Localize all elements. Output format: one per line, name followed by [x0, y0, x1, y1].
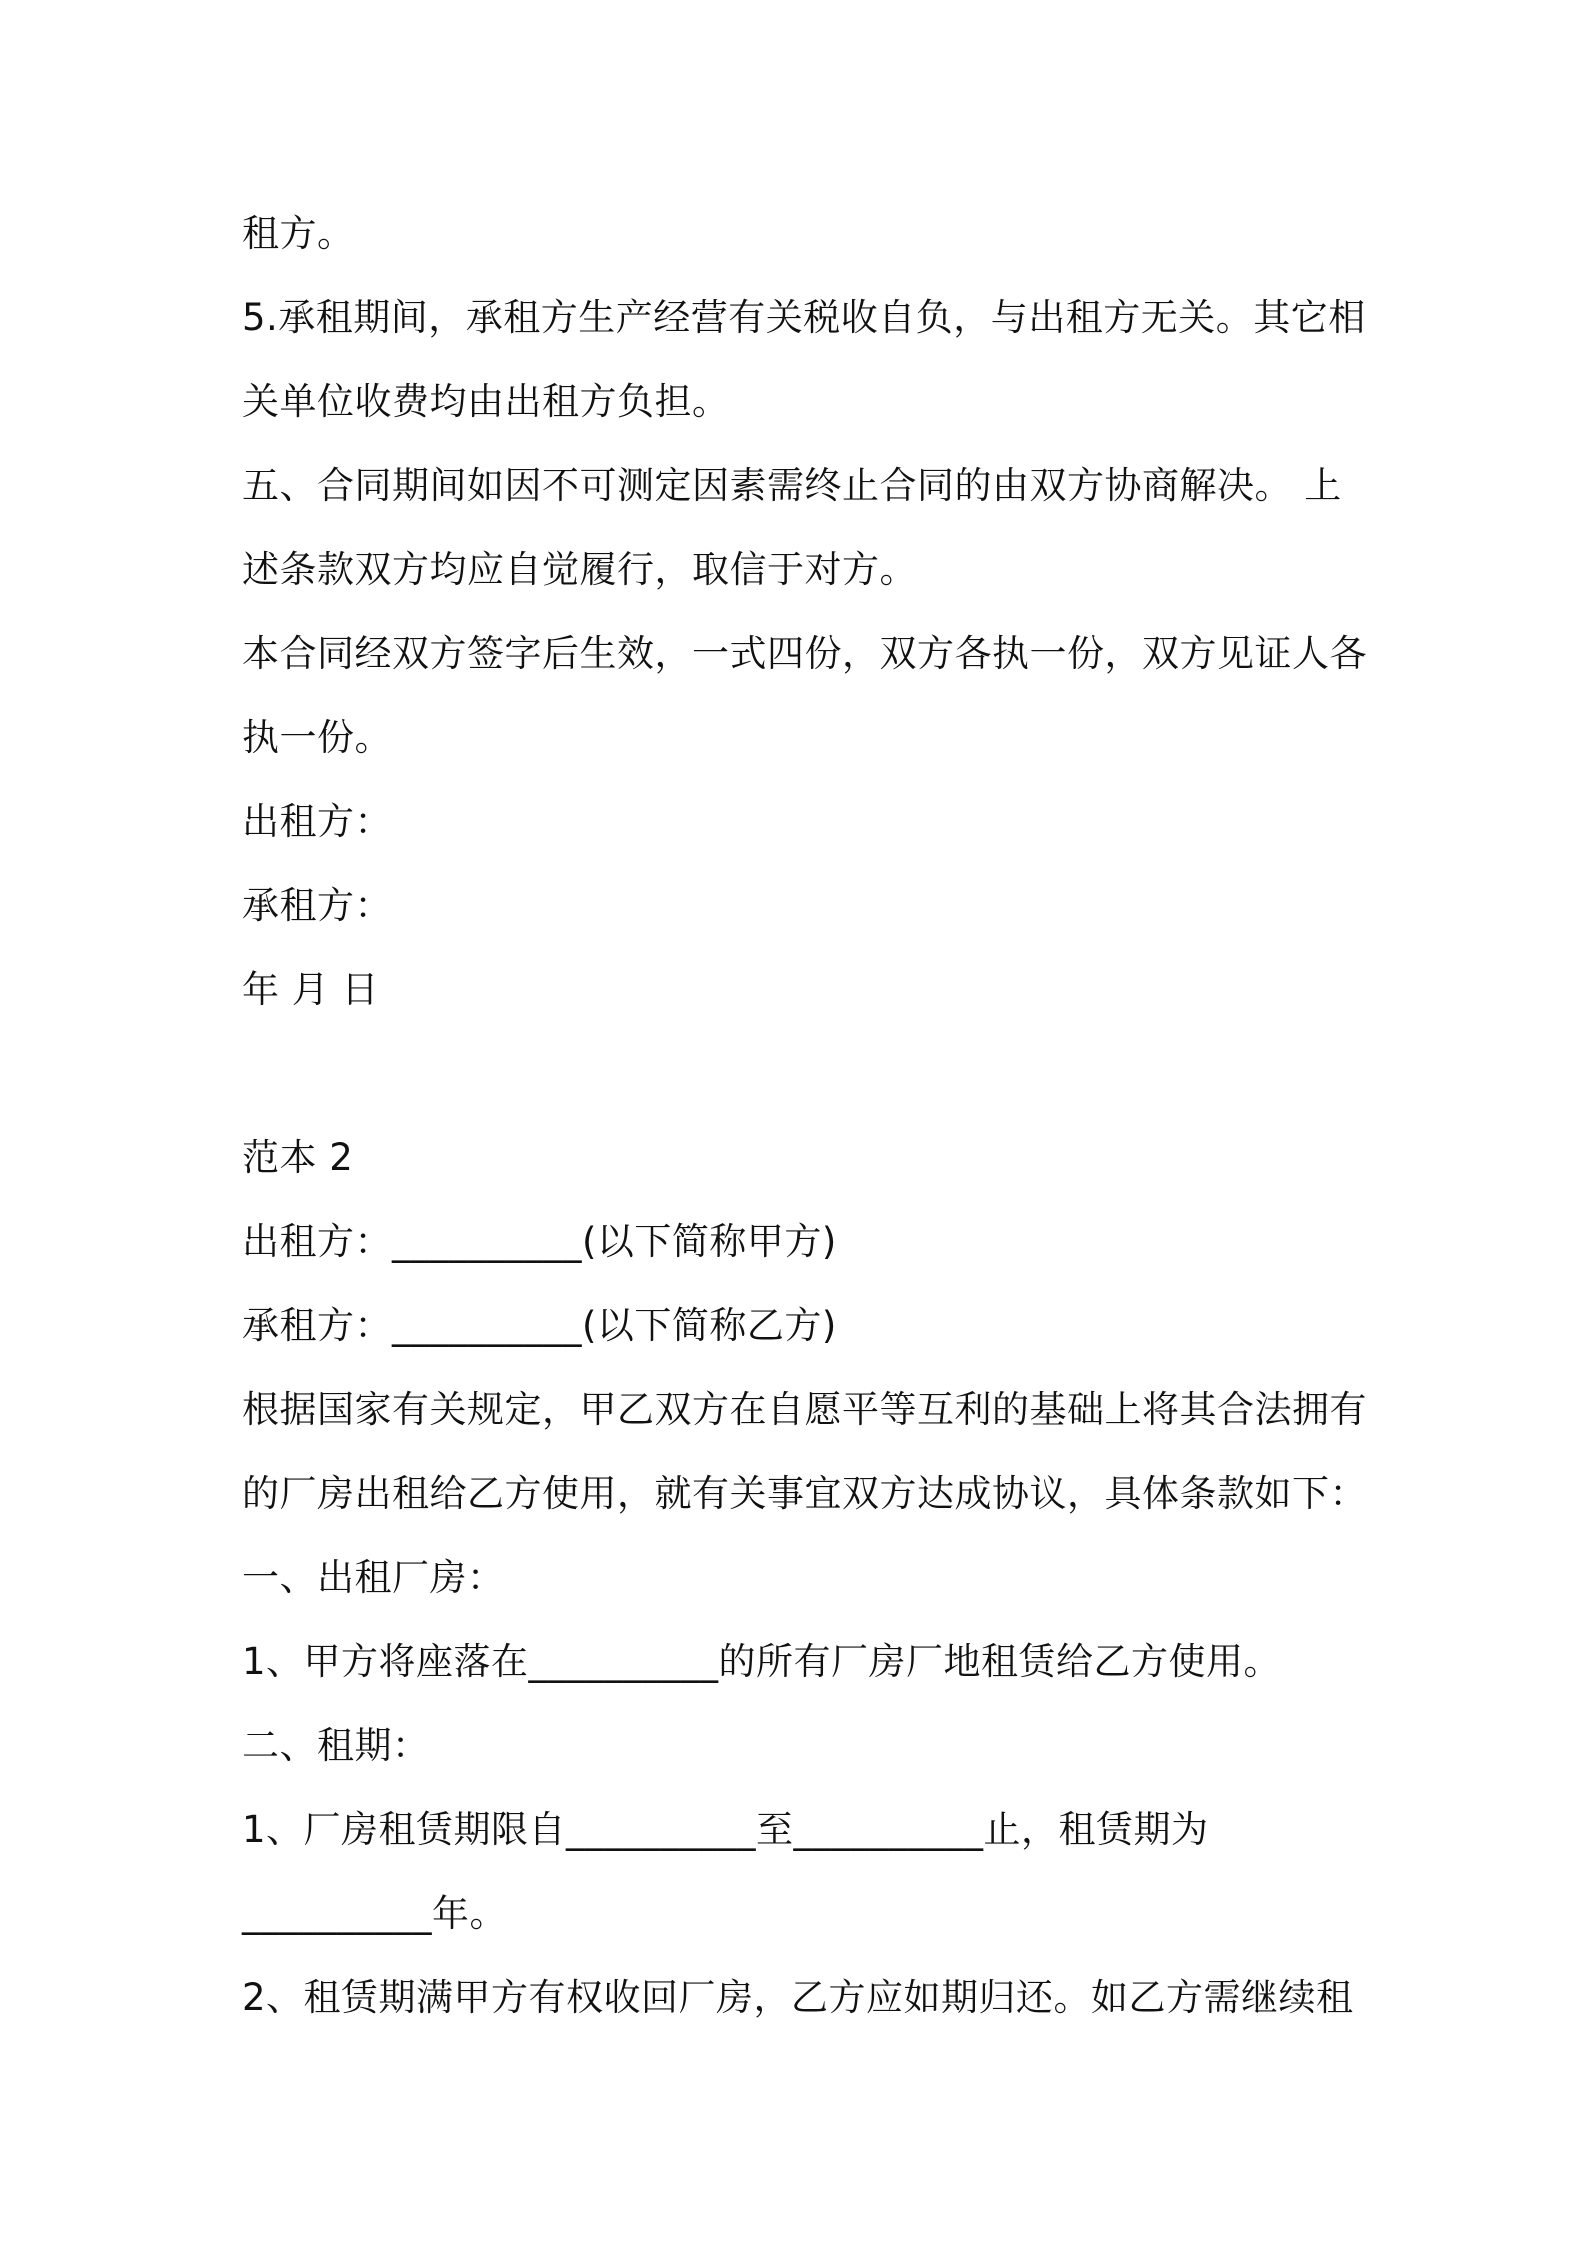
- text-line: 述条款双方均应自觉履行，取信于对方。: [242, 548, 917, 591]
- text-line: 承租方：__________(以下简称乙方): [242, 1304, 837, 1347]
- text-line: 根据国家有关规定，甲乙双方在自愿平等互利的基础上将其合法拥有: [242, 1388, 1367, 1431]
- text-line: 2、租赁期满甲方有权收回厂房，乙方应如期归还。如乙方需继续租: [242, 1976, 1354, 2019]
- text-line: 关单位收费均由出租方负担。: [242, 380, 730, 423]
- date-line: 年 月 日: [242, 968, 380, 1011]
- text-line: 本合同经双方签字后生效，一式四份，双方各执一份，双方见证人各: [242, 632, 1367, 675]
- text-line: 二、租期：: [242, 1724, 430, 1767]
- lessor-signature-label: 出租方：: [242, 800, 392, 843]
- text-line: 5.承租期间，承租方生产经营有关税收自负，与出租方无关。其它相: [242, 296, 1366, 339]
- text-line: 1、甲方将座落在__________的所有厂房厂地租赁给乙方使用。: [242, 1640, 1282, 1683]
- document-body: [242, 192, 1367, 2040]
- text-line: 的厂房出租给乙方使用，就有关事宜双方达成协议，具体条款如下：: [242, 1472, 1367, 1515]
- text-line: 一、出租厂房：: [242, 1556, 505, 1599]
- lessee-signature-label: 承租方：: [242, 884, 392, 927]
- section-gap: [242, 1032, 1362, 1116]
- text-line: 执一份。: [242, 716, 392, 759]
- text-line: __________年。: [242, 1892, 507, 1935]
- section-heading: 范本 2: [242, 1136, 354, 1179]
- text-line: 1、厂房租赁期限自__________至__________止，租赁期为: [242, 1808, 1209, 1851]
- text-line: 五、合同期间如因不可测定因素需终止合同的由双方协商解决。 上: [242, 464, 1342, 507]
- text-line: 租方。: [242, 212, 355, 255]
- text-line: 出租方：__________(以下简称甲方): [242, 1220, 837, 1263]
